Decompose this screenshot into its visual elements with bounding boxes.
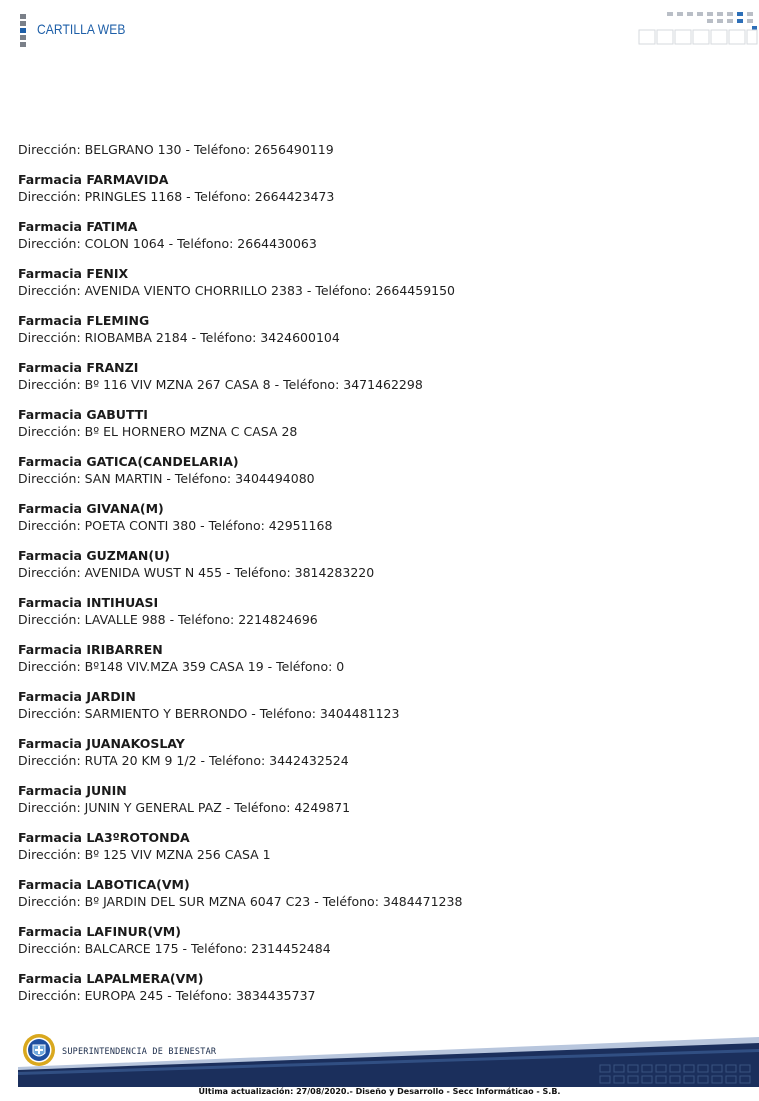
pharmacy-name: Farmacia JARDIN bbox=[18, 689, 136, 704]
pharmacy-address: Dirección: AVENIDA VIENTO CHORRILLO 2383 - Teléfono: 2664459150 bbox=[18, 283, 456, 298]
pharmacy-name: Farmacia FENIX bbox=[18, 266, 129, 281]
pharmacy-entry bbox=[18, 594, 738, 628]
pharmacy-entry bbox=[18, 688, 738, 722]
pharmacy-address: Dirección: BALCARCE 175 - Teléfono: 2314452484 bbox=[18, 941, 331, 956]
pharmacy-name: Farmacia LABOTICA(VM) bbox=[18, 877, 190, 892]
pharmacy-entry bbox=[18, 500, 738, 534]
pharmacy-entry bbox=[18, 453, 738, 487]
header-title: CARTILLA WEB bbox=[37, 21, 126, 37]
pharmacy-address: Dirección: Bº 116 VIV MZNA 267 CASA 8 - Teléfono: 3471462298 bbox=[18, 377, 423, 392]
pharmacy-entry bbox=[18, 218, 738, 252]
pharmacy-address: Dirección: Bº 125 VIV MZNA 256 CASA 1 bbox=[18, 847, 271, 862]
pharmacy-address: Dirección: POETA CONTI 380 - Teléfono: 42951168 bbox=[18, 518, 333, 533]
pharmacy-name: Farmacia GATICA(CANDELARIA) bbox=[18, 454, 239, 469]
footer-organization: SUPERINTENDENCIA DE BIENESTAR bbox=[62, 1047, 217, 1057]
pharmacy-address: Dirección: Bº JARDIN DEL SUR MZNA 6047 C23 - Teléfono: 3484471238 bbox=[18, 894, 463, 909]
pharmacy-address: Dirección: SAN MARTIN - Teléfono: 3404494080 bbox=[18, 471, 315, 486]
pharmacy-entry bbox=[18, 876, 738, 910]
pharmacy-entry bbox=[18, 641, 738, 675]
header-decoration-grid bbox=[637, 10, 759, 48]
pharmacy-name: Farmacia JUANAKOSLAY bbox=[18, 736, 185, 751]
pharmacy-name: Farmacia FRANZI bbox=[18, 360, 139, 375]
pharmacy-name: Farmacia INTIHUASI bbox=[18, 595, 159, 610]
pharmacy-address: Dirección: Bº EL HORNERO MZNA C CASA 28 bbox=[18, 424, 298, 439]
pharmacy-listing bbox=[18, 141, 738, 1004]
pharmacy-name: Farmacia FATIMA bbox=[18, 219, 138, 234]
pharmacy-address: Dirección: SARMIENTO Y BERRONDO - Teléfono: 3404481123 bbox=[18, 706, 400, 721]
pharmacy-name: Farmacia JUNIN bbox=[18, 783, 127, 798]
pharmacy-entry bbox=[18, 312, 738, 346]
pharmacy-name: Farmacia GABUTTI bbox=[18, 407, 148, 422]
institution-seal-icon bbox=[22, 1033, 56, 1067]
pharmacy-name: Farmacia LAPALMERA(VM) bbox=[18, 971, 204, 986]
entry-address: Dirección: BELGRANO 130 - Teléfono: 2656490119 bbox=[18, 142, 334, 157]
pharmacy-address: Dirección: Bº148 VIV.MZA 359 CASA 19 - Teléfono: 0 bbox=[18, 659, 345, 674]
pharmacy-entry bbox=[18, 547, 738, 581]
page-footer bbox=[0, 1025, 759, 1101]
pharmacy-name: Farmacia GUZMAN(U) bbox=[18, 548, 170, 563]
last-update-text: Última actualización: 27/08/2020.- Diseño y Desarrollo - Secc Informáticao - S.B. bbox=[198, 1087, 561, 1096]
pharmacy-name: Farmacia IRIBARREN bbox=[18, 642, 163, 657]
header-logo-mark bbox=[20, 14, 26, 48]
pharmacy-name: Farmacia LAFINUR(VM) bbox=[18, 924, 181, 939]
pharmacy-entry bbox=[18, 406, 738, 440]
pharmacy-address: Dirección: PRINGLES 1168 - Teléfono: 2664423473 bbox=[18, 189, 335, 204]
pharmacy-name: Farmacia FLEMING bbox=[18, 313, 150, 328]
pharmacy-entry bbox=[18, 265, 738, 299]
pharmacy-address: Dirección: LAVALLE 988 - Teléfono: 2214824696 bbox=[18, 612, 318, 627]
pharmacy-entry bbox=[18, 359, 738, 393]
pharmacy-entry bbox=[18, 782, 738, 816]
pharmacy-entry bbox=[18, 829, 738, 863]
pharmacy-address: Dirección: RUTA 20 KM 9 1/2 - Teléfono: 3442432524 bbox=[18, 753, 349, 768]
pharmacy-entry bbox=[18, 970, 738, 1004]
pharmacy-address: Dirección: RIOBAMBA 2184 - Teléfono: 3424600104 bbox=[18, 330, 340, 345]
pharmacy-name: Farmacia LA3ºROTONDA bbox=[18, 830, 190, 845]
pharmacy-entry bbox=[18, 923, 738, 957]
pharmacy-address: Dirección: JUNIN Y GENERAL PAZ - Teléfono: 4249871 bbox=[18, 800, 351, 815]
pharmacy-address: Dirección: EUROPA 245 - Teléfono: 3834435737 bbox=[18, 988, 316, 1003]
page-header bbox=[0, 0, 759, 60]
pharmacy-name: Farmacia GIVANA(M) bbox=[18, 501, 164, 516]
pharmacy-address: Dirección: AVENIDA WUST N 455 - Teléfono: 3814283220 bbox=[18, 565, 375, 580]
pharmacy-name: Farmacia FARMAVIDA bbox=[18, 172, 169, 187]
pharmacy-entry bbox=[18, 735, 738, 769]
pharmacy-address: Dirección: COLON 1064 - Teléfono: 2664430063 bbox=[18, 236, 317, 251]
pharmacy-entry bbox=[18, 171, 738, 205]
